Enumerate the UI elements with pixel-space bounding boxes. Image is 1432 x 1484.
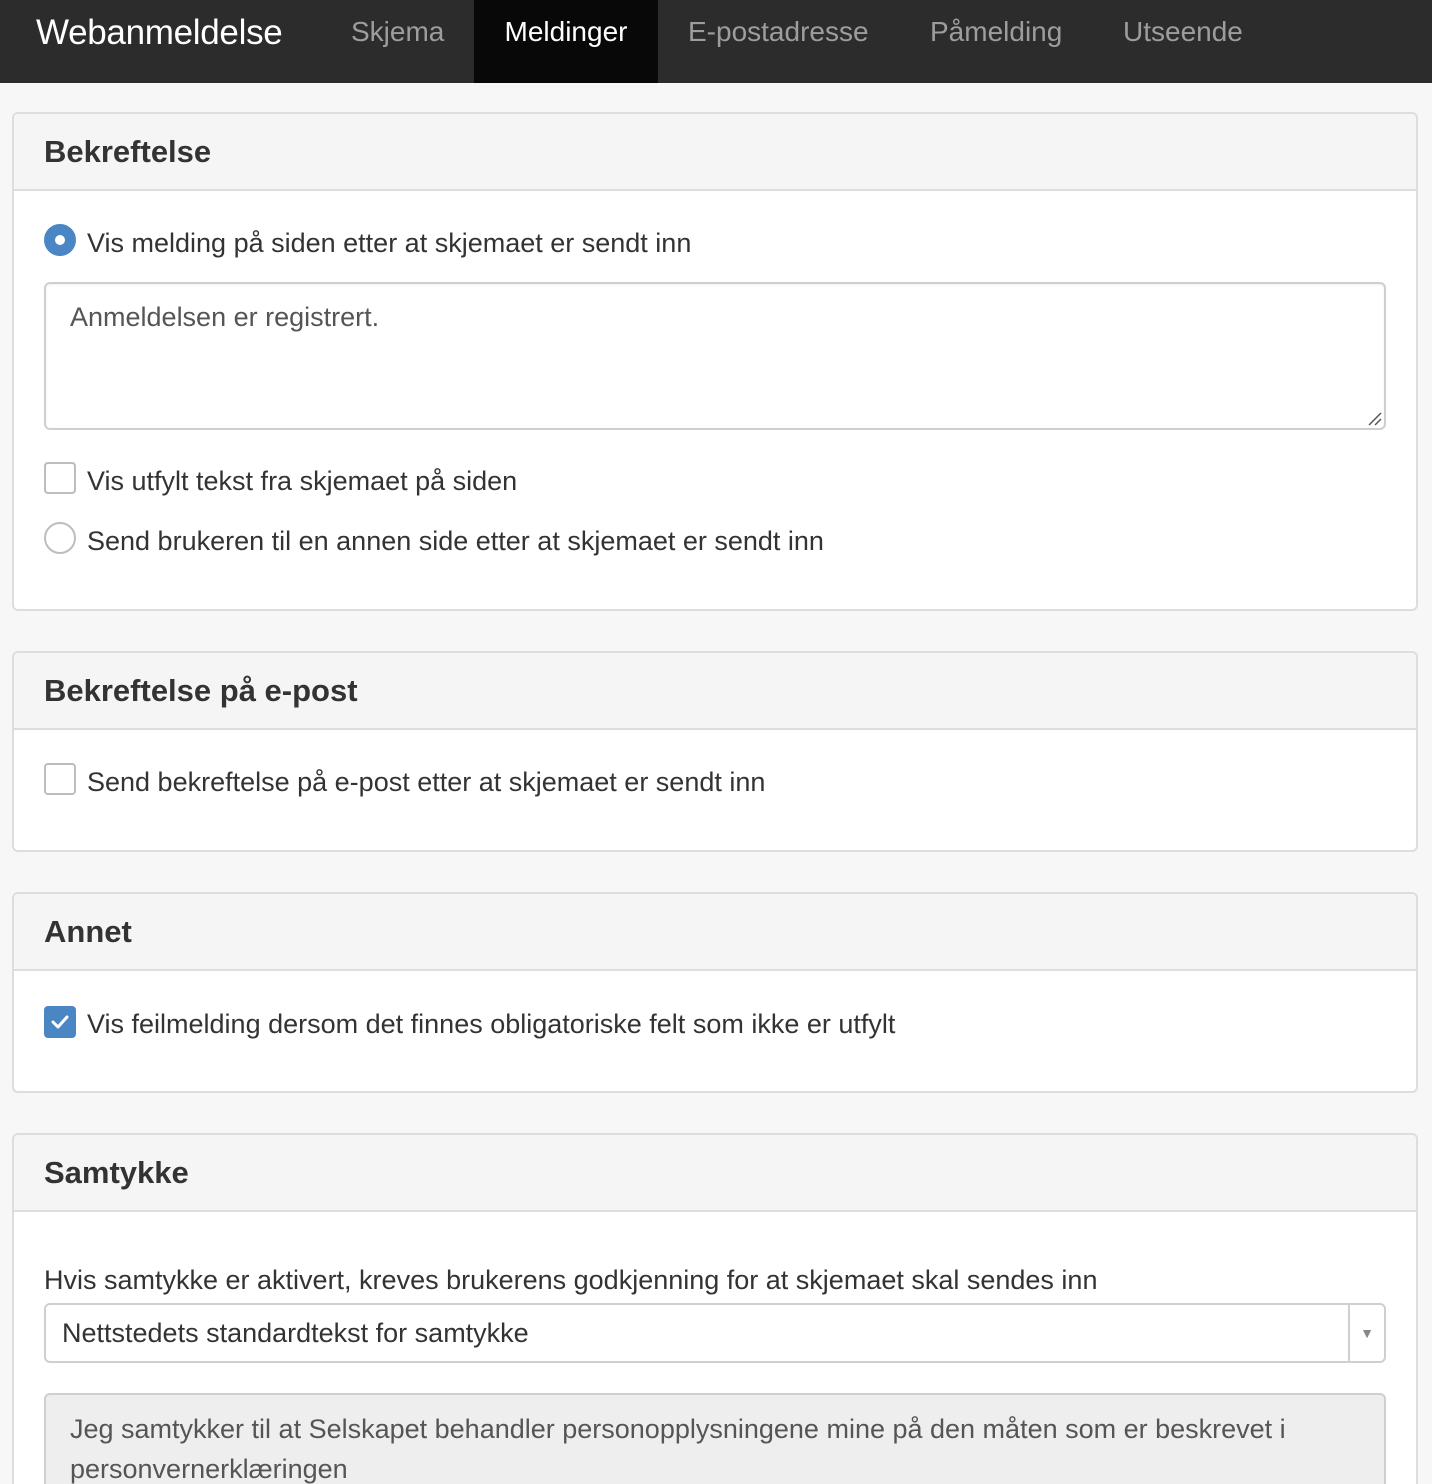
other-panel-title: Annet xyxy=(44,914,132,949)
confirmation-message-text[interactable]: Anmeldelsen er registrert. xyxy=(70,302,380,332)
show-error-checkbox[interactable] xyxy=(44,1006,76,1038)
send-email-confirmation-label[interactable]: Send bekreftelse på e-post etter at skjemaet er sendt inn xyxy=(87,767,766,797)
consent-text-box xyxy=(44,1393,1386,1484)
redirect-radio[interactable] xyxy=(44,522,76,554)
select-divider xyxy=(1348,1305,1350,1361)
email-confirmation-panel-heading xyxy=(14,653,1416,730)
other-panel-heading xyxy=(14,894,1416,971)
consent-help-text: Hvis samtykke er aktivert, kreves brukerens godkjenning for at skjemaet skal sendes inn xyxy=(44,1265,1098,1295)
tab-skjema[interactable]: Skjema xyxy=(351,16,445,47)
other-panel xyxy=(12,892,1418,1093)
redirect-label[interactable]: Send brukeren til en annen side etter at skjemaet er sendt inn xyxy=(87,526,824,556)
tab-meldinger[interactable]: Meldinger xyxy=(474,0,658,83)
send-email-confirmation-checkbox[interactable] xyxy=(44,763,76,795)
consent-text-select[interactable] xyxy=(44,1303,1386,1363)
consent-panel xyxy=(12,1133,1418,1484)
chevron-down-icon[interactable]: ▼ xyxy=(1360,1325,1374,1341)
show-message-label[interactable]: Vis melding på siden etter at skjemaet er sendt inn xyxy=(87,228,692,258)
show-error-label[interactable]: Vis feilmelding dersom det finnes obligatoriske felt som ikke er utfylt xyxy=(87,1009,896,1039)
confirmation-panel-heading xyxy=(14,114,1416,191)
show-filled-text-label[interactable]: Vis utfylt tekst fra skjemaet på siden xyxy=(87,466,518,496)
confirmation-panel xyxy=(12,112,1418,611)
consent-panel-heading xyxy=(14,1135,1416,1212)
confirmation-panel-title: Bekreftelse xyxy=(44,134,212,169)
show-message-radio[interactable] xyxy=(44,224,76,256)
tab-pamelding[interactable]: Påmelding xyxy=(930,16,1063,47)
show-filled-text-checkbox[interactable] xyxy=(44,462,76,494)
email-confirmation-panel-title: Bekreftelse på e-post xyxy=(44,673,358,708)
tab-e-postadresse[interactable]: E-postadresse xyxy=(688,16,869,47)
confirmation-message-textarea[interactable] xyxy=(44,282,1386,430)
tab-utseende[interactable]: Utseende xyxy=(1123,16,1243,47)
consent-panel-title: Samtykke xyxy=(44,1155,189,1190)
brand-title[interactable]: Webanmeldelse xyxy=(36,13,283,52)
consent-select-value: Nettstedets standardtekst for samtykke xyxy=(62,1318,529,1348)
email-confirmation-panel xyxy=(12,651,1418,852)
resize-handle-icon[interactable] xyxy=(1366,410,1382,426)
checkmark-icon xyxy=(50,1012,70,1032)
consent-text: Jeg samtykker til at Selskapet behandler personopplysningene mine på den måten som er beskrevet i personvernerklæringen xyxy=(70,1414,1286,1484)
top-navbar xyxy=(0,0,1432,83)
